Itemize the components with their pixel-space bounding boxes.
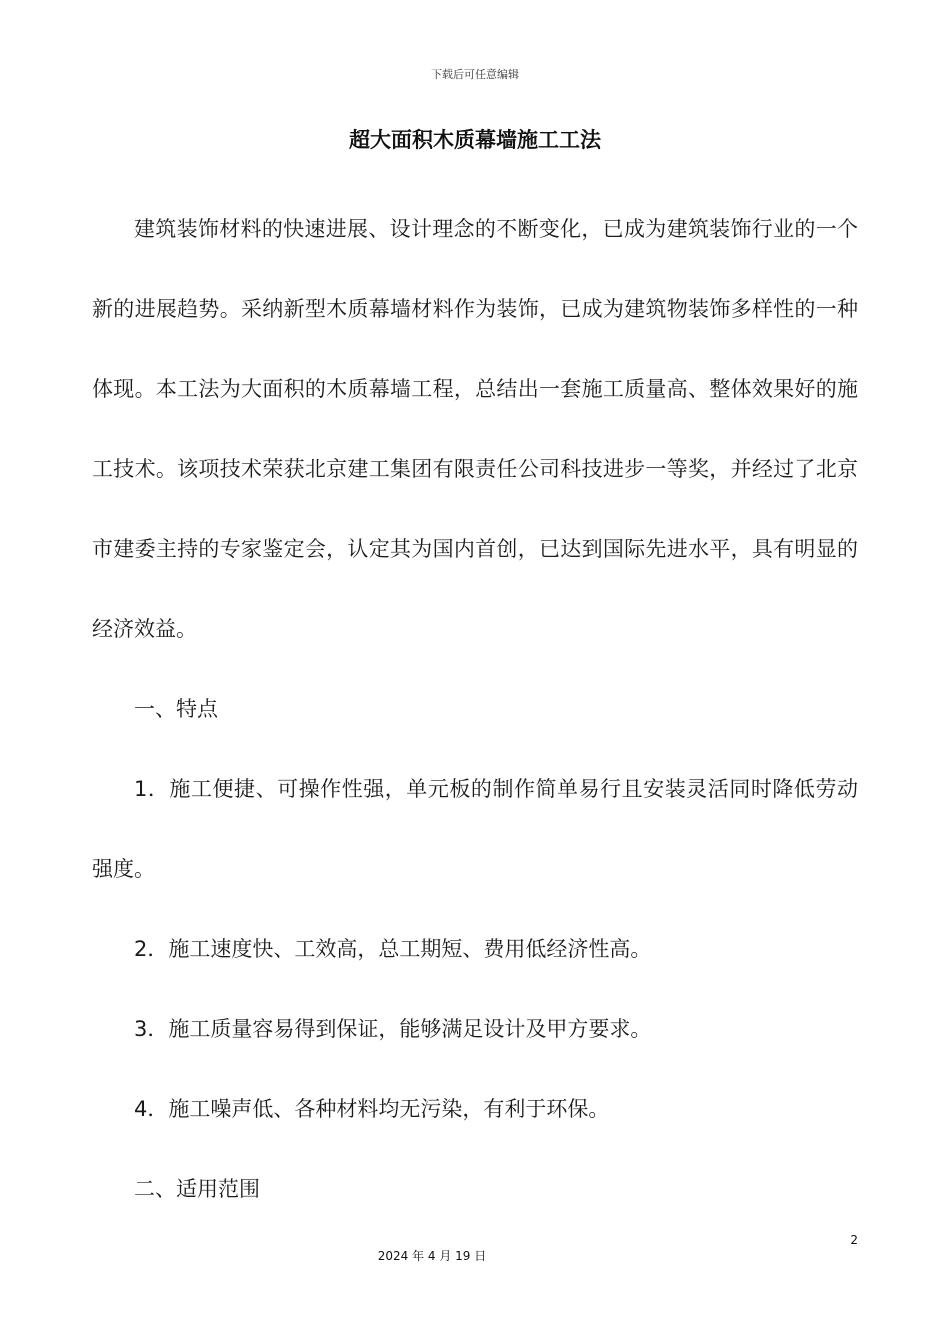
- footer-date: 2024 年 4 月 19 日: [377, 1249, 487, 1263]
- document-title: 超大面积木质幕墙施工工法: [349, 128, 601, 152]
- feature-item-1: 1．施工便捷、可操作性强，单元板的制作简单易行且安装灵活同时降低劳动强度。: [92, 777, 858, 881]
- document-body: [92, 189, 858, 1229]
- section-heading-scope: 二、适用范围: [134, 1177, 260, 1201]
- header-note: 下载后可任意编辑: [431, 68, 519, 81]
- feature-item-4: 4．施工噪声低、各种材料均无污染，有利于环保。: [134, 1097, 610, 1121]
- feature-item-2: 2．施工速度快、工效高，总工期短、费用低经济性高。: [134, 937, 652, 961]
- feature-item-3: 3．施工质量容易得到保证，能够满足设计及甲方要求。: [134, 1017, 652, 1041]
- intro-paragraph: 建筑装饰材料的快速进展、设计理念的不断变化，已成为建筑装饰行业的一个新的进展趋势。采纳新型木质幕墙材料作为装饰，已成为建筑物装饰多样性的一种体现。本工法为大面积的木质幕墙工程，总结出一套施工质量高、整体效果好的施工技术。该项技术荣获北京建工集团有限责任公司科技进步一等奖，并经过了北京市建委主持的专家鉴定会，认定其为国内首创，已达到国际先进水平，具有明显的经济效益。: [92, 217, 858, 641]
- section-heading-features: 一、特点: [134, 697, 218, 721]
- page-number: 2: [850, 1233, 858, 1247]
